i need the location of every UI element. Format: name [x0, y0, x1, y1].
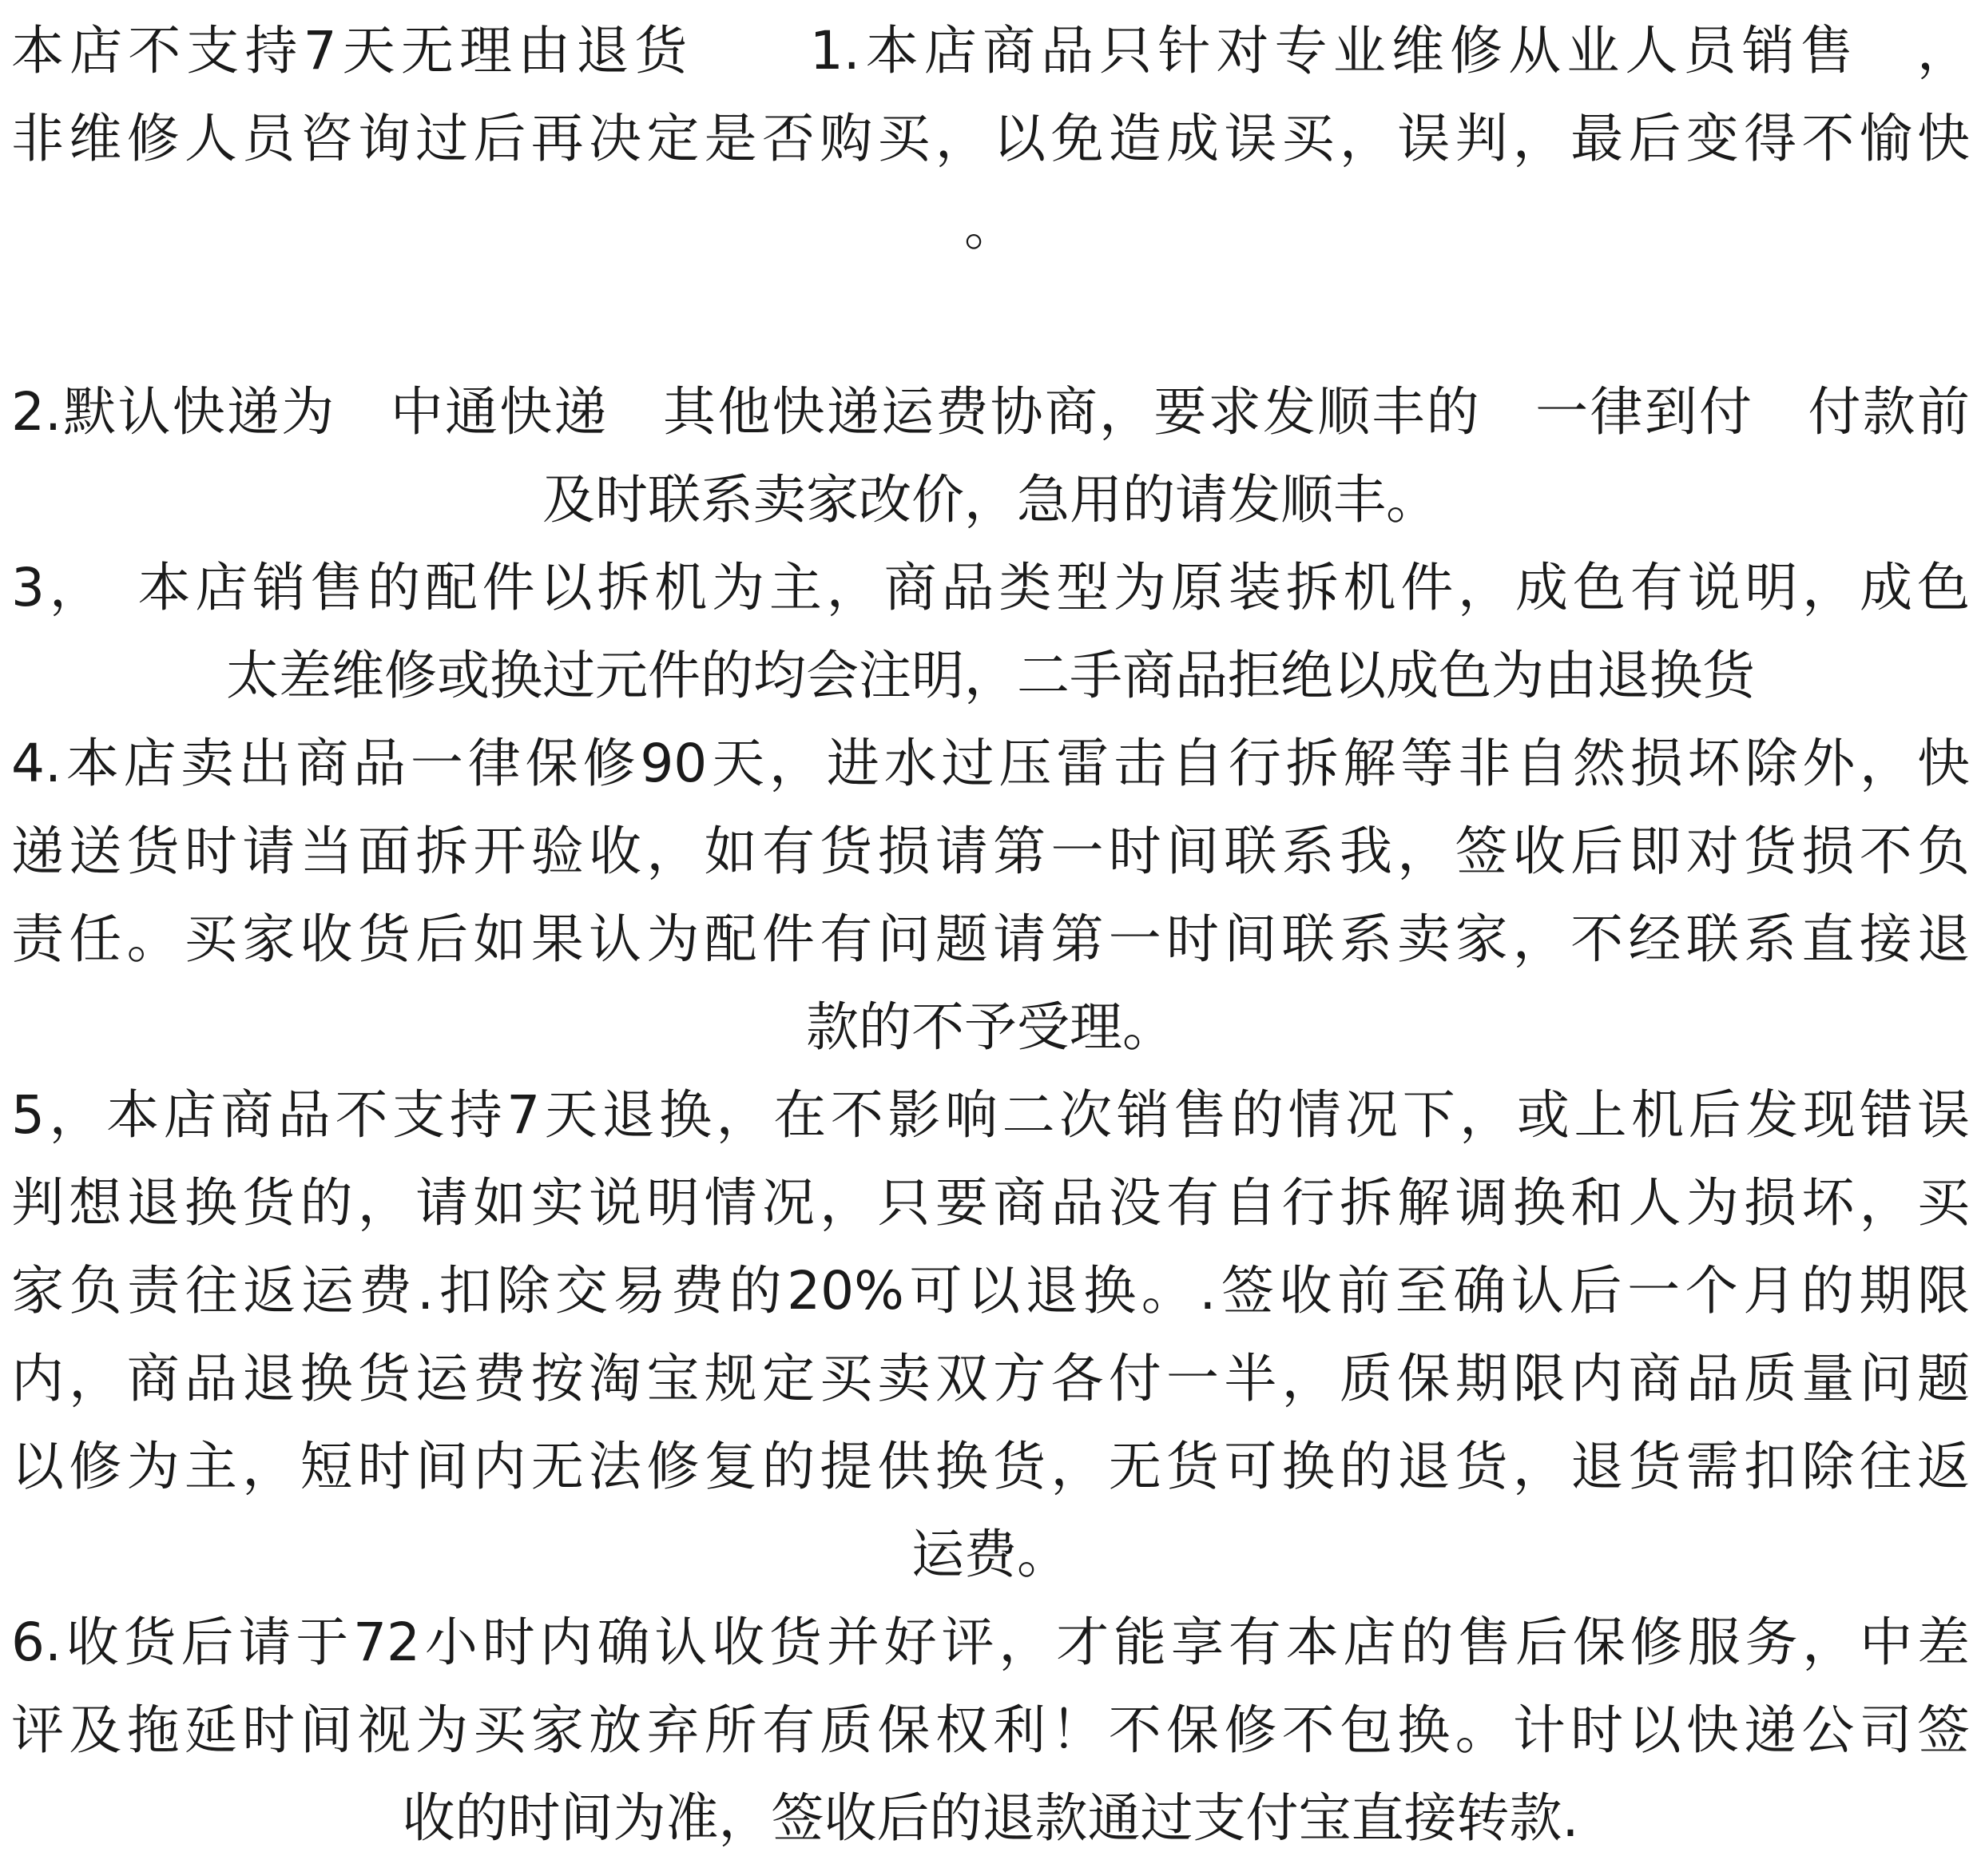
line-rule-3-end: 太差维修或换过元件的均会注明，二手商品拒绝以成色为由退换货	[226, 645, 1755, 706]
line-rule-4-cont-2: 责任。买家收货后如果认为配件有问题请第一时间联系卖家，不经联系直接退	[11, 908, 1970, 970]
line-rule-4: 4.本店卖出商品一律保修90天，进水过压雷击自行拆解等非自然损坏除外，快	[11, 733, 1970, 794]
line-intro-rule-1: 本店不支持7天无理由退货 1.本店商品只针对专业维修从业人员销售 ，	[11, 20, 1970, 81]
line-rule-6-cont: 评及拖延时间视为买家放弃所有质保权利！不保修不包换。计时以快递公司签	[11, 1699, 1970, 1761]
line-rule-4-cont-1: 递送货时请当面拆开验收，如有货损请第一时间联系我，签收后即对货损不负	[11, 821, 1970, 882]
line-rule-5-cont-2: 家负责往返运费.扣除交易费的20%可以退换。.签收前至确认后一个月的期限	[11, 1260, 1970, 1322]
line-rule-3: 3， 本店销售的配件以拆机为主，商品类型为原装拆机件，成色有说明，成色	[11, 557, 1970, 618]
line-rule-2-end: 及时联系卖家改价，急用的请发顺丰。	[542, 469, 1439, 531]
line-rule-5-cont-3: 内，商品退换货运费按淘宝规定买卖双方各付一半，质保期限内商品质量问题	[11, 1348, 1970, 1409]
line-rule-5-cont-4: 以修为主，短时间内无法修复的提供换货，无货可换的退货，退货需扣除往返	[11, 1436, 1970, 1497]
line-rule-4-end: 款的不予受理。	[806, 996, 1175, 1058]
line-rule-6: 6.收货后请于72小时内确认收货并好评，才能享有本店的售后保修服务，中差	[11, 1612, 1970, 1673]
line-rule-5-end: 运费。	[911, 1524, 1070, 1585]
line-rule-6-end: 收的时间为准，签收后的退款通过支付宝直接转款.	[402, 1787, 1579, 1849]
line-rule-5: 5，本店商品不支持7天退换，在不影响二次销售的情况下，或上机后发现错误	[11, 1084, 1970, 1146]
line-rule-1-cont: 非维修人员咨询过后再决定是否购买，以免造成误买，误判，最后变得不愉快	[11, 108, 1970, 169]
line-rule-5-cont-1: 判想退换货的，请如实说明情况，只要商品没有自行拆解调换和人为损坏，买	[11, 1172, 1970, 1234]
line-rule-1-end: 。	[964, 196, 1017, 257]
line-rule-2: 2.默认快递为 中通快递 其他快递运费协商，要求发顺丰的 一律到付 付款前	[11, 381, 1970, 443]
